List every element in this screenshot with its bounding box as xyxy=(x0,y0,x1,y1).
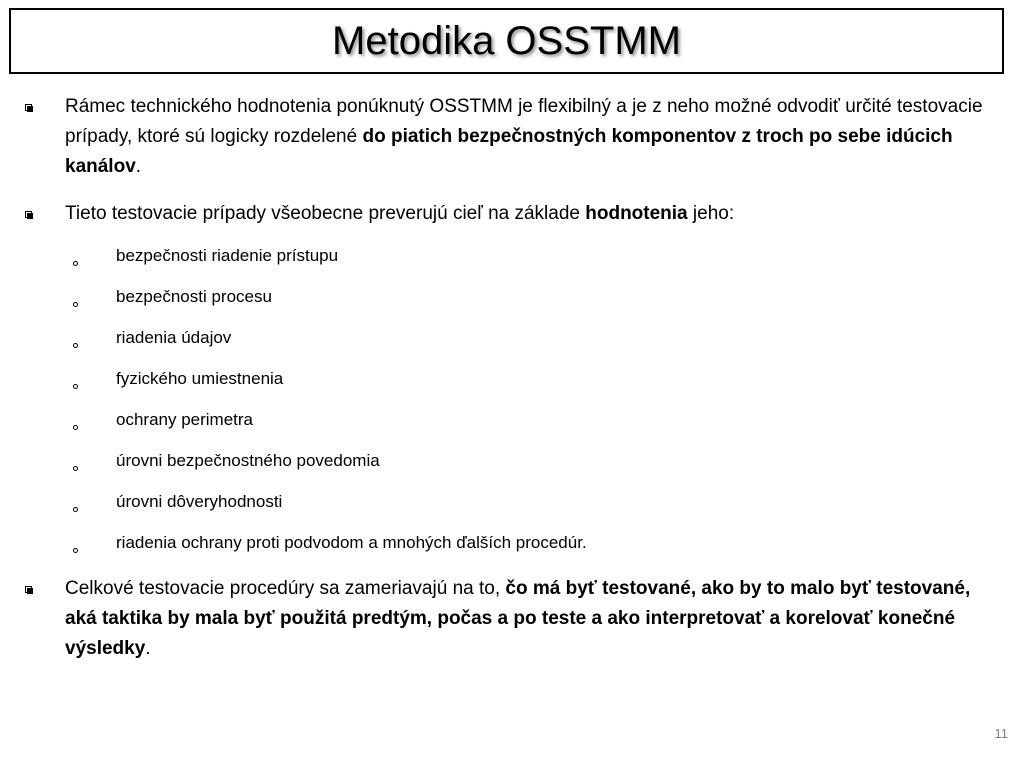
bullet-2-bold: hodnotenia xyxy=(585,203,688,224)
sub-item: fyzického umiestnenia xyxy=(116,369,284,388)
slide-title: Metodika OSSTMM xyxy=(332,19,681,63)
square-bullet-icon xyxy=(25,211,32,218)
bullet-1-text: Rámec technického hodnotenia ponúknutý OSSTMM je flexibilný a je z neho možné odvodiť určité testovacie prípady, ktoré sú logicky rozdelené xyxy=(65,96,983,147)
circle-bullet-icon xyxy=(73,302,78,307)
bullet-paragraph-3 xyxy=(65,574,1000,664)
sub-item: riadenia údajov xyxy=(116,328,232,347)
circle-bullet-icon xyxy=(73,343,78,348)
bullet-3-end: . xyxy=(145,638,151,659)
circle-bullet-icon xyxy=(73,548,78,553)
sub-item: úrovni dôveryhodnosti xyxy=(116,492,283,511)
circle-bullet-icon xyxy=(73,261,78,266)
sub-item: bezpečnosti procesu xyxy=(116,287,272,306)
circle-bullet-icon xyxy=(73,507,78,512)
bullet-2-text: Tieto testovacie prípady všeobecne preverujú cieľ na základe xyxy=(65,203,586,224)
bullet-3-bold: čo má byť testované, ako by to malo byť testované, aká taktika by mala byť použitá predtým, počas a po teste a ako interpretovať a korelovať konečné výsledky xyxy=(65,578,971,659)
page-number: 11 xyxy=(994,726,1008,741)
sub-item: riadenia ochrany proti podvodom a mnohých ďalších procedúr. xyxy=(116,533,587,552)
sub-item: úrovni bezpečnostného povedomia xyxy=(116,451,380,470)
bullet-paragraph-2 xyxy=(65,199,1000,229)
circle-bullet-icon xyxy=(73,384,78,389)
sub-item: ochrany perimetra xyxy=(116,410,254,429)
square-bullet-icon xyxy=(25,104,32,111)
bullet-1-end: . xyxy=(135,156,142,177)
circle-bullet-icon xyxy=(73,466,78,471)
sub-item: bezpečnosti riadenie prístupu xyxy=(116,246,339,265)
bullet-3-text: Celkové testovacie procedúry sa zameriavajú na to, xyxy=(65,578,506,599)
bullet-2-end: jeho: xyxy=(687,203,735,224)
bullet-1-bold: do piatich bezpečnostných komponentov z troch po sebe idúcich kanálov xyxy=(65,126,953,177)
square-bullet-icon xyxy=(25,586,32,593)
circle-bullet-icon xyxy=(73,425,78,430)
bullet-paragraph-1 xyxy=(65,92,1000,182)
